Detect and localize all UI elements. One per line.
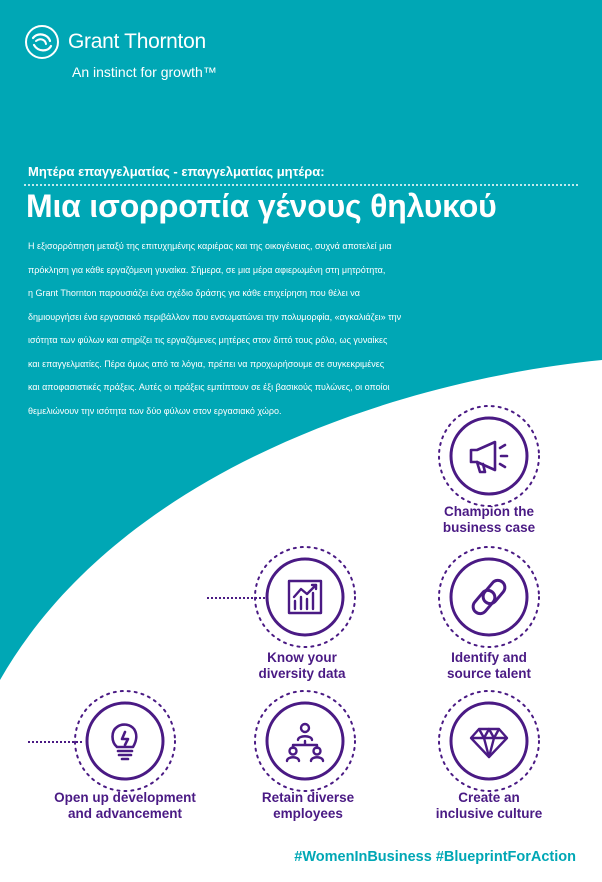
pillar-label-source-talent: Identify and source talent [446,650,532,681]
pillar-label-development: Open up development and advancement [54,790,196,821]
pillar-label-diversity-data: Know your diversity data [258,650,346,681]
pillar-label-retain: Retain diverse employees [261,790,355,821]
footer-hashtags: #WomenInBusiness #BlueprintForAction [294,849,576,865]
logo-swirl-icon [24,24,60,60]
brand-tagline: An instinct for growth™ [72,64,217,80]
pillar-icon-champion [437,404,541,508]
pillar-label-champion: Champion the business case [442,504,536,535]
divider [24,184,578,186]
pillar-icon-inclusive [437,689,541,793]
intro-line: και αποφασιστικές πράξεις. Αυτές οι πράξεις εμπίπτουν σε έξι βασικούς πυλώνες, οι οποίοι [28,382,390,392]
pillar-icon-retain [253,689,357,793]
pillar-icon-source-talent [437,545,541,649]
intro-paragraph [28,235,468,423]
pillar-icon-development [73,689,177,793]
page-subtitle: Μητέρα επαγγελματίας - επαγγελματίας μητέρα: [28,164,325,179]
pillar-label-inclusive: Create an inclusive culture [435,790,543,821]
intro-line: δημιουργήσει ένα εργασιακό περιβάλλον που ενσωματώνει την πολυμορφία, «αγκαλιάζει» την [28,311,402,322]
brand-logo [24,24,244,84]
page-title: Μια ισορροπία γένους θηλυκού [26,188,497,224]
intro-line: πρόκληση για κάθε εργαζόμενη γυναίκα. Σήμερα, σε μια μέρα αφιερωμένη στη μητρότητα, [28,264,386,275]
intro-line: θεμελιώνουν την ισότητα των δύο φύλων στον εργασιακό χώρο. [28,405,282,416]
brand-name: Grant Thornton [68,30,206,53]
pillar-icon-diversity-data [253,545,357,649]
intro-line: και επαγγελματίες. Πέρα όμως από τα λόγια, πρέπει να προχωρήσουμε σε συγκεκριμένες [28,358,385,369]
intro-line: Η εξισορρόπηση μεταξύ της επιτυχημένης καριέρας και της οικογένειας, συχνά αποτελεί μια [28,241,392,251]
intro-line: η Grant Thornton παρουσιάζει ένα σχέδιο δράσης για κάθε επιχείρηση που θέλει να [28,288,360,298]
intro-line: ισότητα των φύλων και στηρίζει τις εργαζόμενες μητέρες στον διττό τους ρόλο, ως γυναίκες [28,335,388,345]
